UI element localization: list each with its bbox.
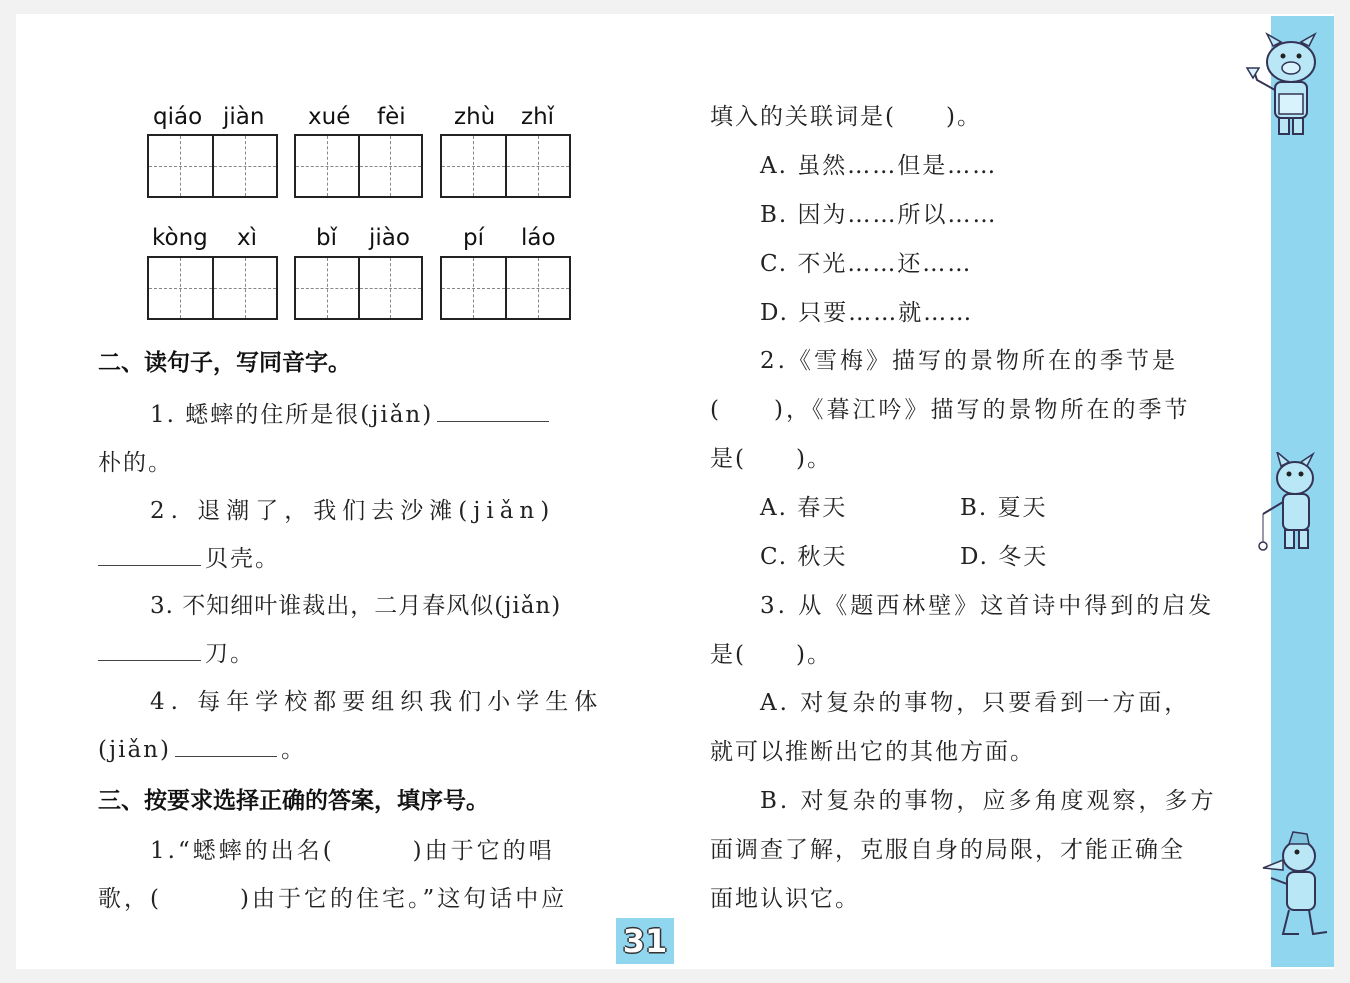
section-2-q3-tail: 刀。 bbox=[205, 641, 255, 667]
q2-option-b: B. 夏天 bbox=[960, 495, 1048, 521]
q1-option-d: D. 只要……就…… bbox=[760, 300, 974, 326]
decorative-sidebar bbox=[1271, 16, 1334, 967]
q2-option-c: C. 秋天 bbox=[760, 544, 848, 570]
workbook-page bbox=[16, 14, 1334, 969]
pinyin-word-6-syllable-1: pí bbox=[463, 225, 484, 251]
section-3-q1-line1: 1.“蟋蟀的出名( )由于它的唱 bbox=[150, 838, 555, 864]
q3-line1: 3. 从《题西林壁》这首诗中得到的启发 bbox=[760, 593, 1215, 619]
section-2-q1-cont: 朴的。 bbox=[98, 450, 173, 476]
pinyin-word-5-syllable-1: bǐ bbox=[316, 225, 337, 251]
pinyin-word-6-syllable-2: láo bbox=[521, 225, 556, 251]
q2-option-a: A. 春天 bbox=[760, 495, 848, 521]
pinyin-word-2-syllable-2: fèi bbox=[377, 104, 406, 130]
pinyin-word-2-syllable-1: xué bbox=[308, 104, 351, 130]
pinyin-word-4-syllable-1: kòng bbox=[152, 225, 208, 251]
section-2-q2: 2. 退潮了，我们去沙滩(jiǎn) bbox=[150, 498, 556, 524]
section-2-q3-blank[interactable] bbox=[98, 638, 201, 661]
section-3-heading: 三、按要求选择正确的答案，填序号。 bbox=[98, 788, 489, 814]
pinyin-word-5-syllable-2: jiào bbox=[369, 225, 410, 251]
q3-line2: 是( )。 bbox=[710, 642, 832, 668]
q1-option-c: C. 不光……还…… bbox=[760, 251, 973, 277]
section-2-q3-cont bbox=[98, 635, 255, 668]
section-2-q4: 4. 每年学校都要组织我们小学生体 bbox=[150, 689, 604, 715]
section-2-q2-cont bbox=[98, 540, 280, 573]
pinyin-word-1-syllable-1: qiáo bbox=[153, 104, 203, 130]
writing-grid-2[interactable] bbox=[294, 134, 423, 198]
section-2-q4-cont bbox=[98, 731, 306, 764]
q3-option-b-line3: 面地认识它。 bbox=[710, 886, 860, 912]
pinyin-word-1-syllable-2: jiàn bbox=[223, 104, 265, 130]
pinyin-word-3-syllable-2: zhǐ bbox=[521, 104, 555, 130]
q2-line1: 2.《雪梅》描写的景物所在的季节是 bbox=[760, 348, 1178, 374]
section-2-q2-tail: 贝壳。 bbox=[205, 546, 280, 572]
section-2-q4-tail: 。 bbox=[280, 737, 306, 763]
page-number-box bbox=[616, 918, 674, 964]
section-2-q1-blank[interactable] bbox=[437, 399, 549, 422]
writing-grid-6[interactable] bbox=[440, 256, 571, 320]
q3-option-b-line2: 面调查了解，克服自身的局限，才能正确全 bbox=[710, 837, 1185, 863]
writing-grid-4[interactable] bbox=[147, 256, 278, 320]
writing-grid-5[interactable] bbox=[294, 256, 423, 320]
section-2-heading: 二、读句子，写同音字。 bbox=[98, 350, 351, 376]
q2-option-d: D. 冬天 bbox=[960, 544, 1049, 570]
section-2-q1-text: 1. 蟋蟀的住所是很(jiǎn) bbox=[150, 402, 434, 428]
q3-option-b-line1: B. 对复杂的事物，应多角度观察，多方 bbox=[760, 788, 1217, 814]
section-2-q1 bbox=[150, 396, 549, 429]
section-2-q4-blank[interactable] bbox=[175, 734, 277, 757]
writing-grid-1[interactable] bbox=[147, 134, 278, 198]
q1-option-a: A. 虽然……但是…… bbox=[760, 153, 998, 179]
section-3-q1-line2: 歌，( )由于它的住宅。”这句话中应 bbox=[98, 886, 568, 912]
q2-line3: 是( )。 bbox=[710, 446, 832, 472]
section-2-q3: 3. 不知细叶谁裁出，二月春风似(jiǎn) bbox=[150, 593, 562, 619]
q3-option-a-line2: 就可以推断出它的其他方面。 bbox=[710, 739, 1035, 765]
q2-line2: ( )，《暮江吟》描写的景物所在的季节 bbox=[710, 397, 1191, 423]
writing-grid-3[interactable] bbox=[440, 134, 571, 198]
section-2-q2-blank[interactable] bbox=[98, 543, 201, 566]
pinyin-word-3-syllable-1: zhù bbox=[454, 104, 496, 130]
duck-mascot-icon bbox=[1253, 828, 1343, 948]
pig-mascot-icon bbox=[1243, 32, 1333, 142]
section-3-q1-line3: 填入的关联词是( )。 bbox=[710, 104, 982, 130]
q1-option-b: B. 因为……所以…… bbox=[760, 202, 998, 228]
pinyin-word-4-syllable-2: xì bbox=[237, 225, 258, 251]
q3-option-a-line1: A. 对复杂的事物，只要看到一方面， bbox=[760, 690, 1191, 716]
section-2-q4-pinyin: (jiǎn) bbox=[98, 737, 171, 763]
page-number: 31 bbox=[622, 922, 668, 960]
wolf-mascot-icon bbox=[1251, 452, 1341, 562]
